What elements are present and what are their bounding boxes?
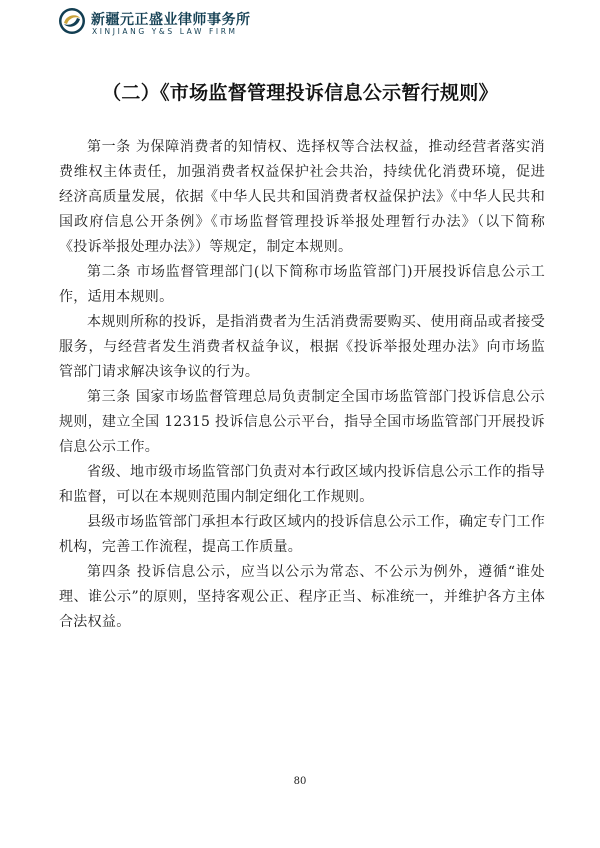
- page-number: 80: [293, 776, 307, 787]
- paragraph-provincial-duties: 省级、地市级市场监管部门负责对本行政区域内投诉信息公示工作的指导和监督，可以在本规则范围内制定细化工作规则。: [59, 464, 545, 505]
- paragraph-county-duties: 县级市场监管部门承担本行政区域内的投诉信息公示工作，确定专门工作机构，完善工作流程，提高工作质量。: [59, 514, 545, 555]
- document-title: （二）《市场监督管理投诉信息公示暂行规则》: [102, 82, 498, 104]
- paragraph-article-3: 第三条 国家市场监督管理总局负责制定全国市场监管部门投诉信息公示规则，建立全国 12315 投诉信息公示平台，指导全国市场监管部门开展投诉信息公示工作。: [59, 389, 545, 455]
- paragraph-complaint-definition: 本规则所称的投诉，是指消费者为生活消费需要购买、使用商品或者接受服务，与经营者发生消费者权益争议，根据《投诉举报处理办法》向市场监管部门请求解决该争议的行为。: [59, 314, 545, 380]
- firm-logo-icon: [58, 7, 86, 35]
- firm-name-en: XINJIANG Y&S LAW FIRM: [92, 27, 238, 36]
- document-body: [59, 135, 545, 635]
- paragraph-article-1: 第一条 为保障消费者的知情权、选择权等合法权益，推动经营者落实消费维权主体责任，加强消费者权益保护社会共治，持续优化消费环境，促进经济高质量发展，依据《中华人民共和国消费者权益保护法》《中华人民共和国政府信息公开条例》《市场监督管理投诉举报处理暂行办法》（以下简称《投诉举报处理办法》）等规定，制定本规则。: [59, 139, 545, 255]
- page-header: [58, 6, 318, 40]
- paragraph-article-4: 第四条 投诉信息公示，应当以公示为常态、不公示为例外，遵循“谁处理、谁公示”的原则，坚持客观公正、程序正当、标准统一，并维护各方主体合法权益。: [59, 564, 545, 630]
- paragraph-article-2: 第二条 市场监督管理部门(以下简称市场监管部门)开展投诉信息公示工作，适用本规则。: [59, 264, 545, 305]
- firm-name-cn: 新疆元正盛业律师事务所: [91, 12, 251, 28]
